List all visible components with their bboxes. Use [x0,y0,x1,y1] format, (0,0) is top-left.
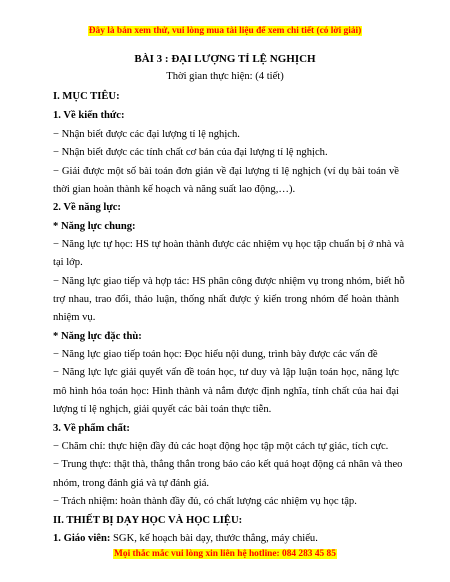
general-item-1-line-1: − Năng lực tự học: HS tự hoàn thành được các nhiệm vụ học tập chuẩn bị ở nhà và [53,239,405,250]
general-competency-heading: * Năng lực chung: [53,221,136,232]
knowledge-heading: 1. Về kiến thức: [53,110,125,121]
lesson-title: BÀI 3 : ĐẠI LƯỢNG TỈ LỆ NGHỊCH [134,53,316,65]
specific-item-1: − Năng lực giao tiếp toán học: Đọc hiểu nội dung, trình bày được các vấn đề [53,349,378,360]
preview-notice-text: Đây là bản xem thử, vui lòng mua tài liệu để xem chi tiết (có lời giải) [88,26,362,36]
hotline-banner [0,549,450,559]
general-item-2-line-2: trợ nhau, trao đổi, thảo luận, thống nhất được ý kiến trong nhóm để hoàn thành [53,294,399,305]
section-equipment-heading: II. THIẾT BỊ DẠY HỌC VÀ HỌC LIỆU: [53,515,243,526]
specific-competency-heading: * Năng lực đặc thù: [53,331,142,342]
specific-item-2-line-2: mô hình hóa toán học: Hình thành và nắm được định nghĩa, tính chất của hai đại [53,386,399,397]
hotline-text: Mọi thắc mắc vui lòng xin liên hệ hotline: 084 283 45 85 [114,549,336,559]
teacher-label: 1. Giáo viên: [53,533,111,544]
specific-item-2-line-1: − Năng lực lực giải quyết vấn đề toán học, tư duy và lập luận toán học, năng lực [53,367,399,378]
general-item-2-line-1: − Năng lực giao tiếp và hợp tác: HS phân công được nhiệm vụ trong nhóm, biết hỗ [53,276,405,287]
teacher-materials-text: SGK, kế hoạch bài dạy, thước thẳng, máy chiếu. [110,533,318,544]
competency-heading: 2. Về năng lực: [53,202,121,213]
quality-item-3: − Trách nhiệm: hoàn thành đầy đủ, có chất lượng các nhiệm vụ học tập. [53,496,357,507]
general-item-2-line-3: nhiệm vụ. [53,312,96,323]
section-objectives-heading: I. MỤC TIÊU: [53,91,120,102]
general-item-1-line-2: tại lớp. [53,257,83,268]
knowledge-item-3-line-1: − Giải được một số bài toán đơn giản về đại lượng tỉ lệ nghịch (ví dụ bài toán về [53,166,399,177]
qualities-heading: 3. Về phẩm chất: [53,423,130,434]
quality-item-2-line-2: nhóm, trong đánh giá và tự đánh giá. [53,478,210,489]
knowledge-item-3-line-2: thời gian hoàn thành kế hoạch và năng suất lao động,…). [53,184,296,195]
knowledge-item-1: − Nhận biết được các đại lượng tỉ lệ nghịch. [53,129,240,140]
teacher-materials [53,532,399,545]
knowledge-item-2: − Nhận biết được các tính chất cơ bản của đại lượng tỉ lệ nghịch. [53,147,328,158]
lesson-duration: Thời gian thực hiện: (4 tiết) [166,71,284,82]
quality-item-2-line-1: − Trung thực: thật thà, thẳng thắn trong báo cáo kết quả hoạt động cá nhân và theo [53,459,403,470]
specific-item-2-line-3: lượng tỉ lệ nghịch, giải quyết các bài toán thực tiễn. [53,404,272,415]
quality-item-1: − Chăm chỉ: thực hiện đầy đủ các hoạt động học tập một cách tự giác, tích cực. [53,441,389,452]
preview-notice-banner [0,26,450,36]
